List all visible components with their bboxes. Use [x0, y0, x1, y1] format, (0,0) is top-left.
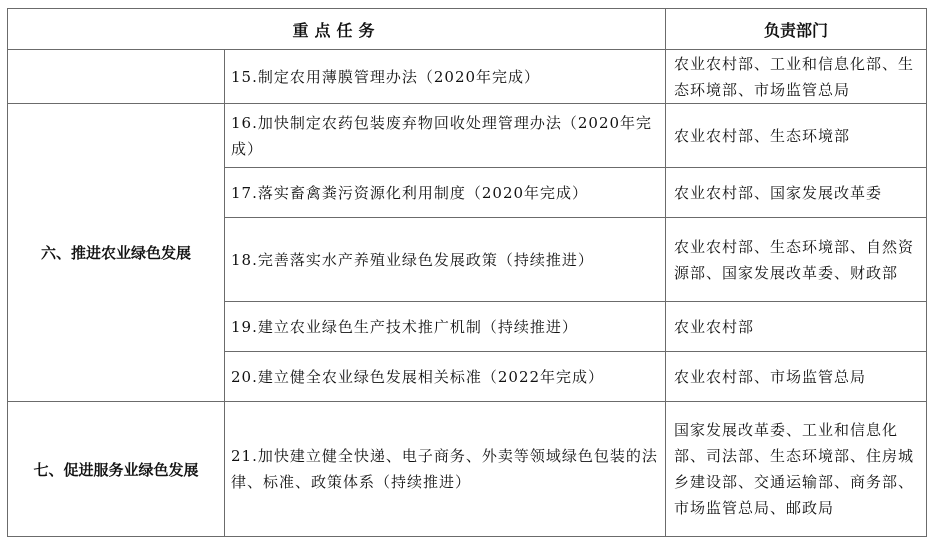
category-services: 七、促进服务业绿色发展	[8, 402, 225, 537]
task-cell: 17.落实畜禽粪污资源化利用制度（2020年完成）	[225, 168, 666, 218]
task-cell: 21.加快建立健全快递、电子商务、外卖等领域绿色包装的法律、标准、政策体系（持续推进）	[225, 402, 666, 537]
header-task: 重点任务	[8, 9, 666, 50]
dept-cell: 农业农村部、生态环境部、自然资源部、国家发展改革委、财政部	[666, 218, 927, 302]
dept-cell: 农业农村部	[666, 302, 927, 352]
task-cell: 20.建立健全农业绿色发展相关标准（2022年完成）	[225, 352, 666, 402]
dept-cell: 农业农村部、工业和信息化部、生态环境部、市场监管总局	[666, 50, 927, 104]
table-row	[8, 402, 927, 537]
category-agriculture: 六、推进农业绿色发展	[8, 104, 225, 402]
dept-cell: 农业农村部、国家发展改革委	[666, 168, 927, 218]
task-table-page	[7, 8, 926, 537]
dept-cell: 农业农村部、生态环境部	[666, 104, 927, 168]
table-row	[8, 104, 927, 168]
dept-cell: 国家发展改革委、工业和信息化部、司法部、生态环境部、住房城乡建设部、交通运输部、商务部、市场监管总局、邮政局	[666, 402, 927, 537]
header-dept: 负责部门	[666, 9, 927, 50]
dept-cell: 农业农村部、市场监管总局	[666, 352, 927, 402]
task-responsibility-table	[7, 8, 927, 537]
task-cell: 19.建立农业绿色生产技术推广机制（持续推进）	[225, 302, 666, 352]
task-cell: 18.完善落实水产养殖业绿色发展政策（持续推进）	[225, 218, 666, 302]
table-header-row	[8, 9, 927, 50]
table-row	[8, 50, 927, 104]
task-cell: 16.加快制定农药包装废弃物回收处理管理办法（2020年完成）	[225, 104, 666, 168]
task-cell: 15.制定农用薄膜管理办法（2020年完成）	[225, 50, 666, 104]
category-cell-empty	[8, 50, 225, 104]
